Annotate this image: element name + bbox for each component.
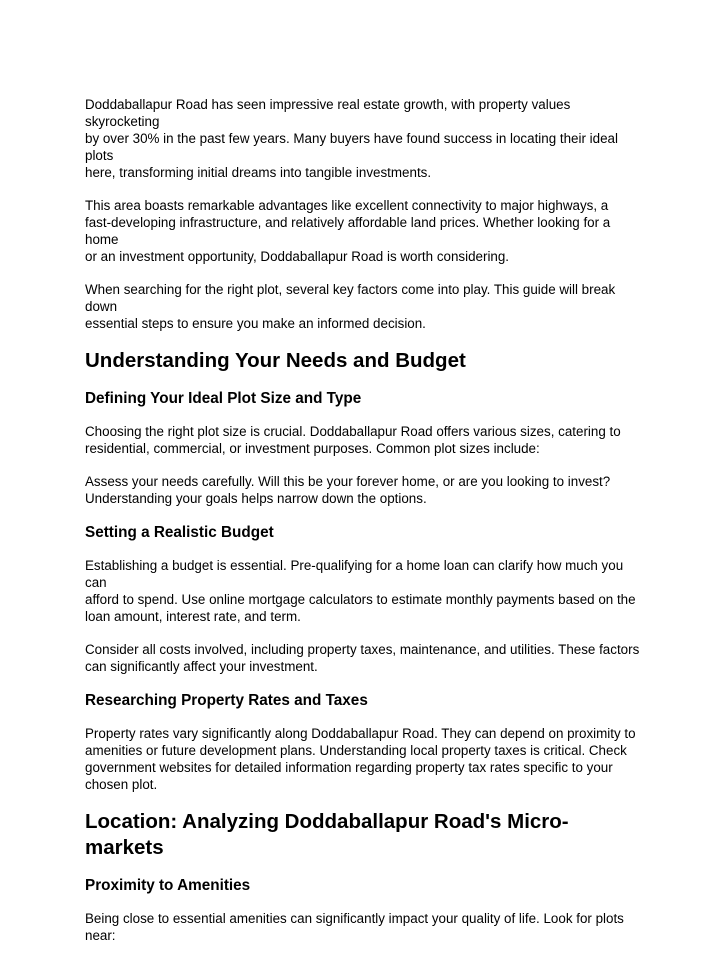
intro-paragraph-2: This area boasts remarkable advantages like excellent connectivity to major highways, a fast-developing infrastructure, and relatively affordable land prices. Whether looking for a home or an investment opportunity, Doddaballapur Road is worth considering.: [85, 198, 611, 264]
subheading-plot-size: Defining Your Ideal Plot Size and Type: [85, 390, 362, 407]
paragraph-plot-size-1: Choosing the right plot size is crucial. Doddaballapur Road offers various sizes, catering to residential, commercial, or investment purposes. Common plot sizes include:: [85, 424, 621, 456]
intro-paragraph-3: When searching for the right plot, several key factors come into play. This guide will break down essential steps to ensure you make an informed decision.: [85, 282, 616, 331]
subheading-budget: Setting a Realistic Budget: [85, 524, 274, 541]
section-heading-needs-budget: Understanding Your Needs and Budget: [85, 349, 466, 372]
paragraph-budget-1: Establishing a budget is essential. Pre-qualifying for a home loan can clarify how much you can afford to spend. Use online mortgage calculators to estimate monthly payments based on the loan amount, interest rate, and term.: [85, 558, 636, 624]
document-body: [85, 96, 645, 960]
paragraph-amenities: Being close to essential amenities can significantly impact your quality of life. Look for plots near:: [85, 911, 624, 943]
paragraph-rates-taxes: Property rates vary significantly along Doddaballapur Road. They can depend on proximity to amenities or future development plans. Understanding local property taxes is critical. Check government websites for detailed information regarding property tax rates specific to your chosen plot.: [85, 726, 636, 792]
paragraph-budget-2: Consider all costs involved, including property taxes, maintenance, and utilities. These factors can significantly affect your investment.: [85, 642, 640, 674]
paragraph-plot-size-2: Assess your needs carefully. Will this be your forever home, or are you looking to invest? Understanding your goals helps narrow down the options.: [85, 474, 611, 506]
intro-paragraph-1: Doddaballapur Road has seen impressive real estate growth, with property values skyrocketing by over 30% in the past few years. Many buyers have found success in locating their ideal plots here, transforming initial dreams into tangible investments.: [85, 97, 618, 180]
section-heading-location: Location: Analyzing Doddaballapur Road's Micro-markets: [85, 810, 569, 859]
subheading-rates-taxes: Researching Property Rates and Taxes: [85, 692, 368, 709]
subheading-amenities: Proximity to Amenities: [85, 877, 251, 894]
